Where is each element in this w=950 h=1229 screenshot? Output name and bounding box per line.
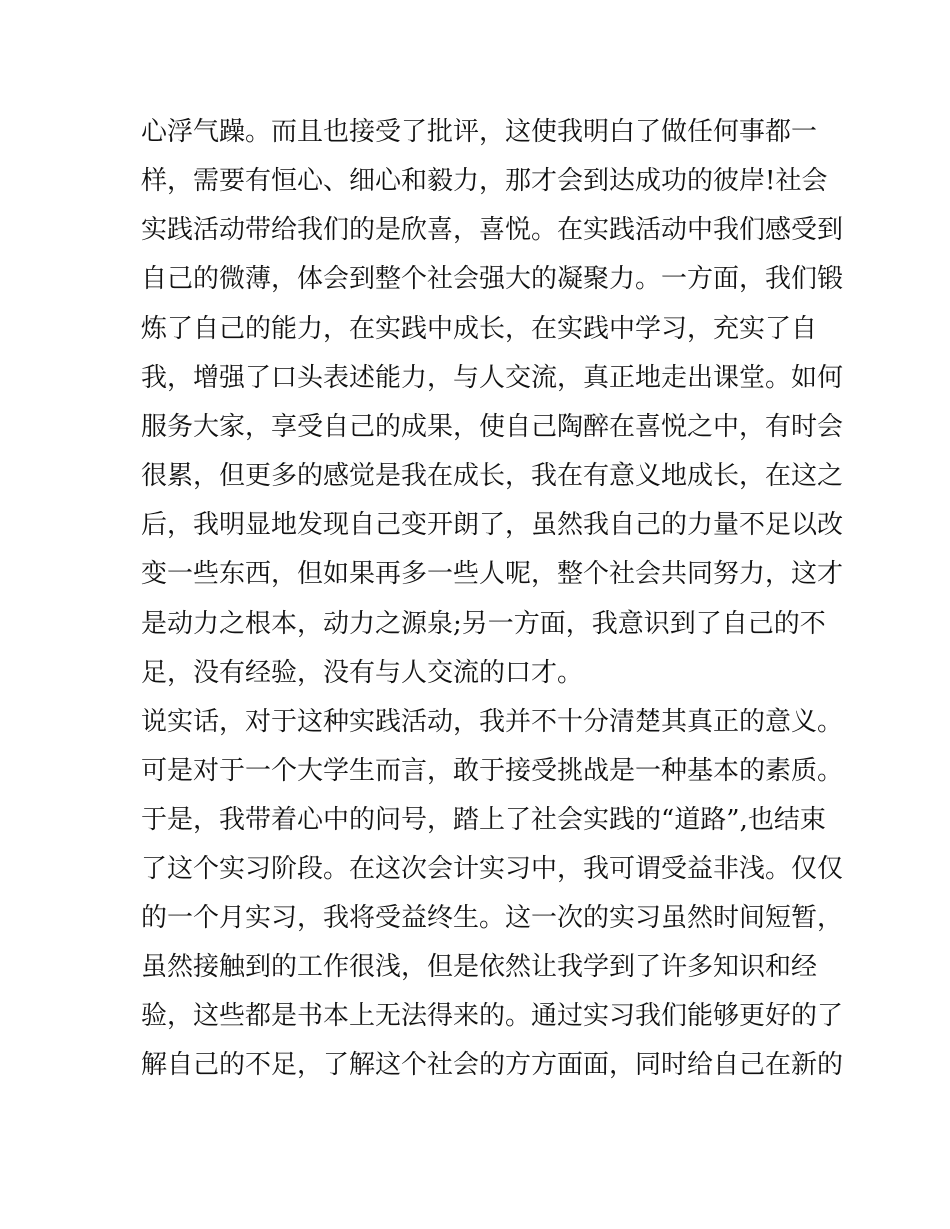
text-line: 很累，但更多的感觉是我在成长，我在有意义地成长，在这之 <box>141 461 844 491</box>
text-line: 说实话，对于这种实践活动，我并不十分清楚其真正的意义。 <box>141 707 844 737</box>
text-line: 足，没有经验，没有与人交流的口才。 <box>141 658 584 688</box>
text-line: 的一个月实习，我将受益终生。这一次的实习虽然时间短暂， <box>141 903 844 933</box>
text-line: 我，增强了口头表述能力，与人交流，真正地走出课堂。如何 <box>141 363 844 393</box>
text-line: 自己的微薄，体会到整个社会强大的凝聚力。一方面，我们锻 <box>141 264 844 294</box>
text-line: 服务大家，享受自己的成果，使自己陶醉在喜悦之中，有时会 <box>141 412 844 442</box>
text-line: 变一些东西，但如果再多一些人呢，整个社会共同努力，这才 <box>141 559 844 589</box>
text-line: 验，这些都是书本上无法得来的。通过实习我们能够更好的了 <box>141 1001 844 1031</box>
text-line: 解自己的不足，了解这个社会的方方面面，同时给自己在新的 <box>141 1050 844 1080</box>
text-line: 样，需要有恒心、细心和毅力，那才会到达成功的彼岸!社会 <box>141 166 828 196</box>
text-line: 了这个实习阶段。在这次会计实习中，我可谓受益非浅。仅仅 <box>141 854 844 884</box>
text-line: 后，我明显地发现自己变开朗了，虽然我自己的力量不足以改 <box>141 510 844 540</box>
text-line: 心浮气躁。而且也接受了批评，这使我明白了做任何事都一 <box>141 117 818 147</box>
text-line: 可是对于一个大学生而言，敢于接受挑战是一种基本的素质。 <box>141 756 844 786</box>
text-line: 虽然接触到的工作很浅，但是依然让我学到了许多知识和经 <box>141 952 818 982</box>
text-line: 实践活动带给我们的是欣喜，喜悦。在实践活动中我们感受到 <box>141 215 844 245</box>
text-line: 炼了自己的能力，在实践中成长，在实践中学习，充实了自 <box>141 314 818 344</box>
text-line: 是动力之根本，动力之源泉;另一方面，我意识到了自己的不 <box>141 609 826 639</box>
text-line: 于是，我带着心中的问号，踏上了社会实践的“道路”,也结束 <box>141 805 826 835</box>
